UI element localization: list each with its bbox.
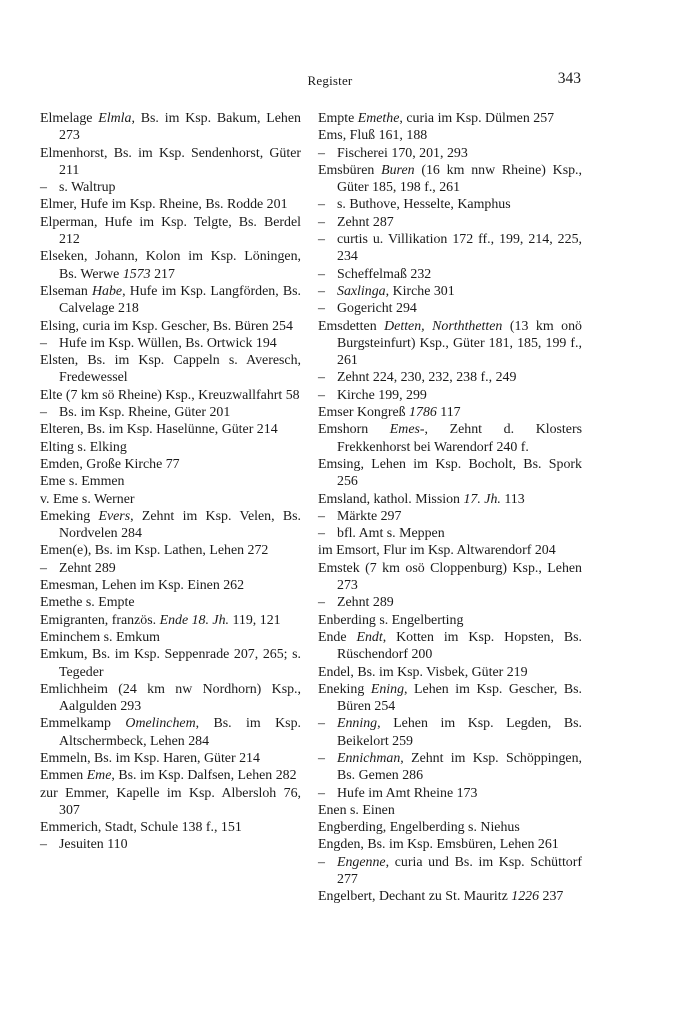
subentry-dash: –	[40, 335, 47, 351]
index-entry	[40, 750, 301, 767]
index-entry	[40, 352, 301, 387]
index-entry	[40, 248, 301, 283]
entry-text: Kirche 199, 299	[337, 387, 427, 403]
entry-text: Enen s. Einen	[318, 802, 395, 818]
entry-text: , Kotten im Ksp. Hopsten, Bs. Rüschendorf 200	[337, 629, 583, 663]
entry-text: Emsbüren	[318, 162, 382, 178]
index-entry	[40, 715, 301, 750]
entry-text: Zehnt 289	[337, 595, 394, 611]
subentry-dash: –	[318, 145, 325, 161]
entry-text: Märkte 297	[337, 508, 402, 524]
entry-text: curtis u. Villikation 172 ff., 199, 214, 225, 234	[337, 232, 582, 265]
entry-text: Engelbert, Dechant zu St. Mauritz	[318, 889, 512, 905]
entry-italic-text: Emethe	[357, 111, 400, 126]
index-subentry	[318, 266, 582, 283]
index-subentry	[318, 196, 582, 213]
entry-text: Engden, Bs. im Ksp. Emsbüren, Lehen 261	[318, 837, 559, 853]
entry-text: Elte (7 km sö Rheine) Ksp., Kreuzwallfahrt 58	[40, 387, 300, 403]
subentry-dash: –	[318, 526, 325, 542]
index-entry	[40, 439, 301, 456]
entry-italic-text: Saxlinga	[337, 283, 386, 299]
index-entry	[318, 456, 582, 491]
entry-text: Elsing, curia im Ksp. Gescher, Bs. Büren 254	[40, 318, 293, 334]
index-subentry	[318, 594, 582, 611]
index-entry	[318, 836, 582, 853]
entry-italic-text: Ennichman	[337, 750, 401, 766]
index-subentry	[40, 335, 301, 352]
entry-text: Emethe s. Empte	[40, 595, 135, 611]
entry-text: , Bs. im Ksp. Altschermbeck, Lehen 284	[59, 716, 301, 749]
index-subentry	[318, 369, 582, 386]
entry-text: , Bs. im Ksp. Dalfsen, Lehen 282	[111, 768, 297, 784]
index-entry	[40, 594, 301, 611]
entry-text: bfl. Amt s. Meppen	[337, 526, 445, 542]
entry-text: Elting s. Elking	[40, 439, 127, 455]
index-entry	[40, 473, 301, 490]
index-entry	[318, 162, 582, 197]
entry-italic-text: 17. Jh.	[463, 491, 501, 507]
entry-italic-text: Habe	[91, 283, 123, 299]
entry-text: Elsten, Bs. im Ksp. Cappeln s. Averesch, Fredewessel	[40, 353, 301, 386]
index-subentry	[318, 214, 582, 231]
index-entry	[40, 681, 301, 716]
subentry-dash: –	[40, 837, 47, 853]
entry-italic-text: Endt	[356, 629, 383, 645]
entry-italic-text: Eme	[86, 768, 112, 784]
index-subentry	[40, 179, 301, 196]
entry-text: Eme s. Emmen	[40, 474, 125, 490]
entry-text: Zehnt 289	[59, 560, 116, 576]
entry-italic-text: Omelinchem	[125, 716, 196, 732]
entry-text: Elperman, Hufe im Ksp. Telgte, Bs. Berdel 212	[40, 214, 301, 248]
entry-text: Hufe im Amt Rheine 173	[337, 785, 478, 801]
index-entry	[318, 318, 582, 370]
entry-text: Ende	[318, 629, 357, 645]
subentry-dash: –	[40, 405, 47, 421]
entry-text: 119, 121	[229, 612, 281, 628]
entry-italic-text: Evers	[98, 508, 131, 524]
entry-text: Engberding, Engelberding s. Niehus	[318, 820, 520, 836]
entry-text: Endel, Bs. im Ksp. Visbek, Güter 219	[318, 664, 528, 680]
subentry-dash: –	[318, 283, 325, 299]
index-subentry	[318, 785, 582, 802]
entry-text: , Hufe im Ksp. Langförden, Bs. Calvelage 218	[59, 283, 301, 317]
entry-text: Bs. im Ksp. Rheine, Güter 201	[59, 405, 231, 421]
entry-text: im Emsort, Flur im Ksp. Altwarendorf 204	[318, 543, 556, 559]
index-entry	[40, 456, 301, 473]
index-entry	[40, 767, 301, 784]
index-entry	[40, 508, 301, 543]
index-entry	[40, 646, 301, 681]
entry-text: Elseman	[40, 283, 92, 299]
entry-text: Elmenhorst, Bs. im Ksp. Sendenhorst, Güter 211	[40, 145, 301, 178]
entry-text: Elmer, Hufe im Ksp. Rheine, Bs. Rodde 201	[40, 197, 288, 213]
index-subentry	[318, 508, 582, 525]
subentry-dash: –	[318, 266, 325, 282]
entry-text: Emsing, Lehen im Ksp. Bocholt, Bs. Spork 256	[318, 456, 582, 490]
subentry-dash: –	[318, 232, 325, 248]
index-entry	[40, 491, 301, 508]
entry-text: 217	[150, 266, 175, 282]
index-subentry	[318, 283, 582, 300]
entry-text: Emkum, Bs. im Ksp. Seppenrade 207, 265; s. Tegeder	[40, 647, 301, 680]
index-entry	[40, 145, 301, 180]
index-subentry	[40, 836, 301, 853]
index-subentry	[40, 560, 301, 577]
entry-text: Emesman, Lehen im Ksp. Einen 262	[40, 578, 245, 594]
subentry-dash: –	[40, 180, 47, 196]
entry-text: , Kirche 301	[385, 283, 455, 299]
entry-text: , Lehen im Ksp. Gescher, Bs. Büren 254	[337, 681, 583, 715]
index-entry	[40, 785, 301, 820]
index-entry	[318, 802, 582, 819]
entry-text: Ems, Fluß 161, 188	[318, 128, 428, 144]
entry-text: Gogericht 294	[337, 301, 417, 317]
entry-text: Emmen	[40, 768, 87, 784]
index-subentry	[40, 404, 301, 421]
subentry-dash: –	[318, 370, 325, 386]
entry-text: Emigranten, französ.	[40, 612, 160, 628]
index-subentry	[318, 300, 582, 317]
subentry-dash: –	[318, 716, 325, 732]
index-subentry	[318, 525, 582, 542]
entry-text: 113	[500, 491, 525, 507]
entry-italic-text: 1786	[409, 405, 437, 421]
entry-text: Emmelkamp	[40, 716, 126, 732]
entry-italic-text: Ende 18. Jh.	[159, 612, 230, 628]
entry-text: Emser Kongreß	[318, 405, 410, 421]
entry-text: Emden, Große Kirche 77	[40, 456, 180, 472]
index-entry	[318, 819, 582, 836]
subentry-dash: –	[318, 750, 325, 766]
subentry-dash: –	[318, 854, 325, 870]
entry-text: , curia und Bs. im Ksp. Schüttorf 277	[337, 854, 582, 888]
entry-italic-text: Elmla	[98, 111, 132, 126]
entry-text: Elmelage	[40, 111, 99, 126]
index-column-left	[40, 110, 301, 854]
index-column-right	[318, 110, 582, 906]
entry-text: s. Buthove, Hesselte, Kamphus	[337, 197, 511, 213]
entry-text: , Lehen im Ksp. Legden, Bs. Beikelort 259	[337, 716, 582, 749]
entry-text: Zehnt 287	[337, 214, 394, 230]
subentry-dash: –	[318, 595, 325, 611]
subentry-dash: –	[318, 508, 325, 524]
entry-text: Emshorn	[318, 422, 390, 438]
index-entry	[318, 421, 582, 456]
entry-italic-text: Detten, Norththetten	[384, 318, 503, 334]
index-subentry	[318, 854, 582, 889]
index-subentry	[318, 231, 582, 266]
entry-italic-text: Ening	[370, 681, 405, 697]
index-entry	[40, 629, 301, 646]
entry-text: Emmerich, Stadt, Schule 138 f., 151	[40, 820, 242, 836]
entry-text: 117	[436, 405, 461, 421]
entry-text: Enberding s. Engelberting	[318, 612, 464, 628]
entry-text: Eneking	[318, 681, 371, 697]
entry-text: , Bs. im Ksp. Bakum, Lehen 273	[59, 111, 301, 144]
page-number: 343	[557, 70, 581, 87]
entry-text: Eminchem s. Emkum	[40, 629, 160, 645]
index-entry	[318, 664, 582, 681]
index-entry	[318, 681, 582, 716]
entry-text: , curia im Ksp. Dülmen 257	[399, 111, 555, 126]
entry-text: Fischerei 170, 201, 293	[337, 145, 468, 161]
entry-text: (13 km onö Burgsteinfurt) Ksp., Güter 181, 185, 199 f., 261	[337, 318, 582, 369]
index-entry	[318, 491, 582, 508]
subentry-dash: –	[318, 387, 325, 403]
entry-text: Emmeln, Bs. im Ksp. Haren, Güter 214	[40, 750, 260, 766]
entry-text: v. Eme s. Werner	[40, 491, 135, 507]
index-entry	[318, 888, 582, 905]
entry-italic-text: Buren	[381, 162, 415, 178]
index-entry	[40, 214, 301, 249]
subentry-dash: –	[318, 301, 325, 317]
running-title: Register	[307, 73, 353, 88]
index-subentry	[318, 750, 582, 785]
entry-text: Jesuiten 110	[59, 837, 128, 853]
entry-text: Emlichheim (24 km nw Nordhorn) Ksp., Aalgulden 293	[40, 681, 301, 715]
entry-text: Empte	[318, 111, 358, 126]
entry-text: Emsdetten	[318, 318, 385, 334]
entry-text: Hufe im Ksp. Wüllen, Bs. Ortwick 194	[59, 335, 277, 351]
entry-italic-text: Enning	[337, 716, 378, 732]
subentry-dash: –	[318, 197, 325, 213]
index-entry	[40, 421, 301, 438]
entry-text: s. Waltrup	[59, 180, 116, 196]
entry-text: 237	[539, 889, 564, 905]
index-entry	[318, 127, 582, 144]
index-entry	[40, 612, 301, 629]
entry-italic-text: Emes-	[389, 422, 425, 438]
entry-text: Emstek (7 km osö Cloppenburg) Ksp., Lehen 273	[318, 560, 582, 594]
entry-italic-text: 1573	[122, 266, 151, 282]
entry-text: Elseken, Johann, Kolon im Ksp. Löningen, Bs. Werwe	[40, 249, 301, 282]
index-entry	[318, 542, 582, 559]
entry-text: Emsland, kathol. Mission	[318, 491, 464, 507]
entry-text: , Zehnt im Ksp. Velen, Bs. Nordvelen 284	[59, 508, 302, 542]
index-entry	[40, 283, 301, 318]
index-entry	[40, 196, 301, 213]
entry-text: (16 km nnw Rheine) Ksp., Güter 185, 198 f., 261	[337, 162, 583, 196]
index-entry	[40, 819, 301, 836]
entry-text: , Zehnt d. Klosters Frekkenhorst bei Warendorf 240 f.	[337, 422, 582, 455]
entry-text: Scheffelmaß 232	[337, 266, 432, 282]
index-entry	[318, 110, 582, 127]
entry-text: Zehnt 224, 230, 232, 238 f., 249	[337, 370, 517, 386]
subentry-dash: –	[318, 214, 325, 230]
entry-italic-text: 1226	[511, 889, 540, 905]
index-subentry	[318, 715, 582, 750]
index-subentry	[318, 145, 582, 162]
index-entry	[318, 404, 582, 421]
index-entry	[318, 612, 582, 629]
index-subentry	[318, 387, 582, 404]
index-entry	[40, 542, 301, 559]
index-entry	[40, 387, 301, 404]
subentry-dash: –	[318, 785, 325, 801]
entry-text: Elteren, Bs. im Ksp. Haselünne, Güter 214	[40, 422, 278, 438]
subentry-dash: –	[40, 560, 47, 576]
entry-text: zur Emmer, Kapelle im Ksp. Albersloh 76, 307	[40, 785, 301, 818]
index-entry	[40, 110, 301, 145]
index-entry	[318, 560, 582, 595]
entry-text: , Zehnt im Ksp. Schöppingen, Bs. Gemen 286	[337, 750, 582, 784]
index-entry	[40, 577, 301, 594]
index-entry	[318, 629, 582, 664]
index-entry	[40, 318, 301, 335]
entry-italic-text: Engenne	[337, 854, 386, 870]
entry-text: Emeking	[40, 508, 99, 524]
entry-text: Emen(e), Bs. im Ksp. Lathen, Lehen 272	[40, 543, 269, 559]
